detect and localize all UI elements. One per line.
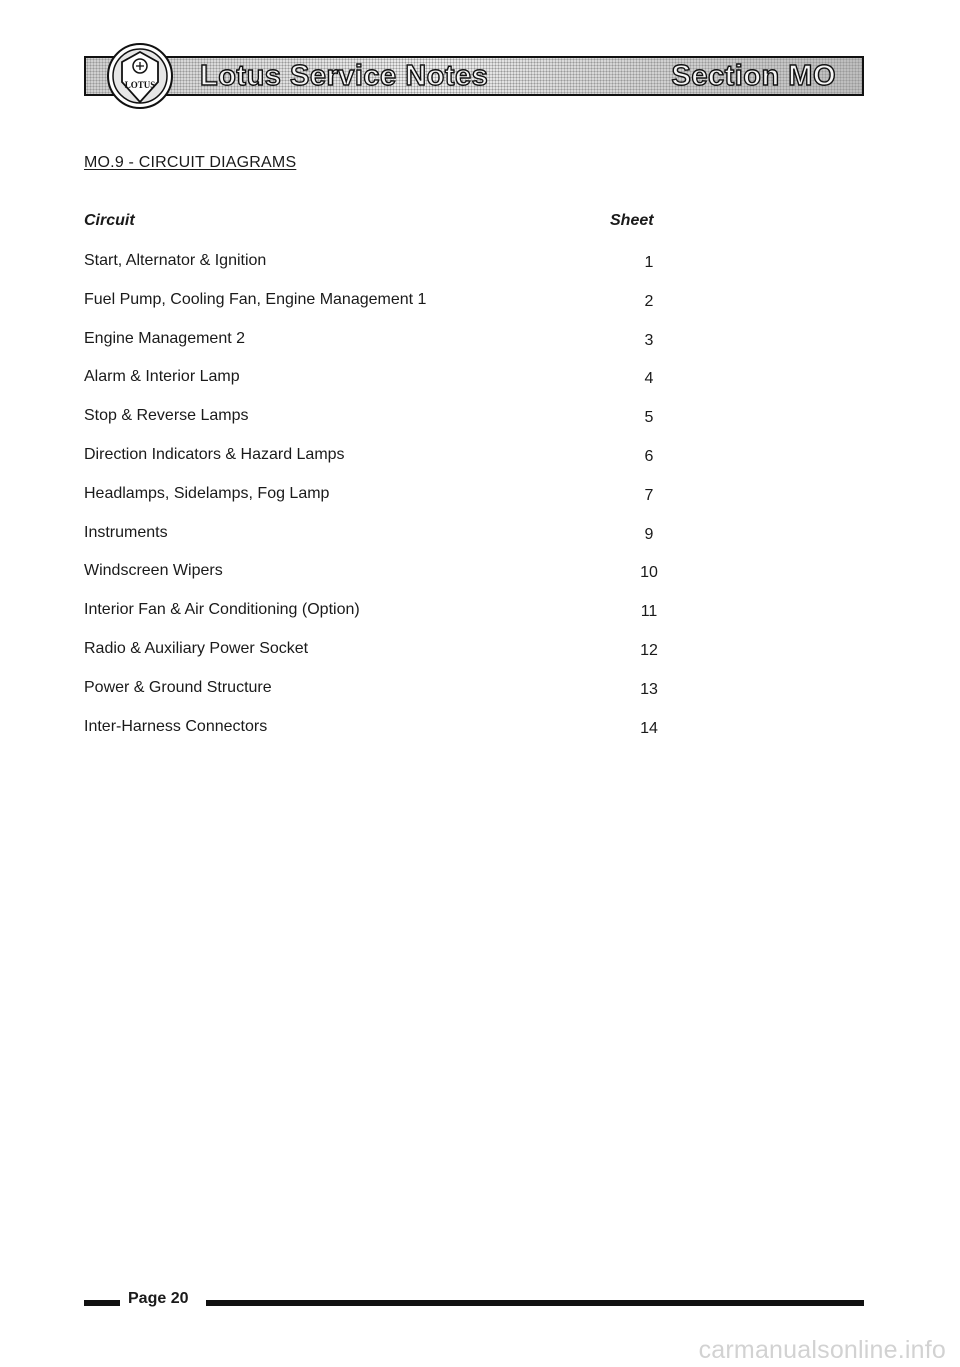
sheet-number: 9: [644, 525, 654, 543]
circuit-name: Headlamps, Sidelamps, Fog Lamp: [84, 484, 330, 502]
list-item: [84, 287, 784, 326]
lotus-logo: [106, 42, 174, 110]
list-item: [84, 597, 784, 636]
sheet-number: 10: [640, 564, 658, 582]
circuit-name: Alarm & Interior Lamp: [84, 368, 240, 386]
circuit-name: Windscreen Wipers: [84, 562, 223, 580]
sheet-number: 13: [640, 680, 658, 698]
page-number: Page 20: [128, 1290, 189, 1307]
sheet-number: 6: [644, 447, 654, 465]
footer-rule-left: [84, 1300, 120, 1306]
circuit-name: Interior Fan & Air Conditioning (Option): [84, 601, 360, 619]
sheet-number: 14: [640, 719, 658, 737]
sheet-number: 3: [644, 331, 654, 349]
list-item: [84, 442, 784, 481]
logo-text: LOTUS: [124, 80, 156, 90]
list-item: [84, 364, 784, 403]
circuit-name: Instruments: [84, 523, 168, 541]
column-header-circuit: Circuit: [84, 212, 135, 229]
list-item: [84, 520, 784, 559]
sheet-number: 12: [640, 641, 658, 659]
list-item: [84, 714, 784, 753]
sheet-number: 2: [644, 292, 654, 310]
circuit-name: Engine Management 2: [84, 329, 245, 347]
circuit-name: Direction Indicators & Hazard Lamps: [84, 445, 345, 463]
circuit-name: Fuel Pump, Cooling Fan, Engine Management 1: [84, 290, 427, 308]
sheet-number: 5: [644, 409, 654, 427]
sheet-number: 4: [644, 370, 654, 388]
header-title: Lotus Service Notes: [200, 60, 489, 92]
circuit-name: Radio & Auxiliary Power Socket: [84, 639, 309, 657]
sheet-number: 11: [640, 603, 658, 621]
list-item: [84, 481, 784, 520]
list-item: [84, 558, 784, 597]
list-item: [84, 403, 784, 442]
list-item: [84, 326, 784, 365]
circuit-name: Power & Ground Structure: [84, 678, 272, 696]
page-footer: [84, 1290, 864, 1314]
section-heading: MO.9 - CIRCUIT DIAGRAMS: [84, 154, 297, 171]
column-header-sheet: Sheet: [610, 212, 654, 229]
sheet-number: 7: [644, 486, 654, 504]
circuit-list: [84, 248, 784, 752]
footer-rule-right: [206, 1300, 864, 1306]
list-item: [84, 248, 784, 287]
circuit-name: Inter-Harness Connectors: [84, 717, 268, 735]
watermark: carmanualsonline.info: [698, 1336, 946, 1364]
list-item: [84, 636, 784, 675]
header-section: Section MO: [671, 60, 836, 92]
circuit-name: Start, Alternator & Ignition: [84, 252, 267, 269]
header-banner: [84, 56, 864, 96]
list-item: [84, 675, 784, 714]
circuit-name: Stop & Reverse Lamps: [84, 407, 249, 425]
sheet-number: 1: [644, 254, 654, 271]
